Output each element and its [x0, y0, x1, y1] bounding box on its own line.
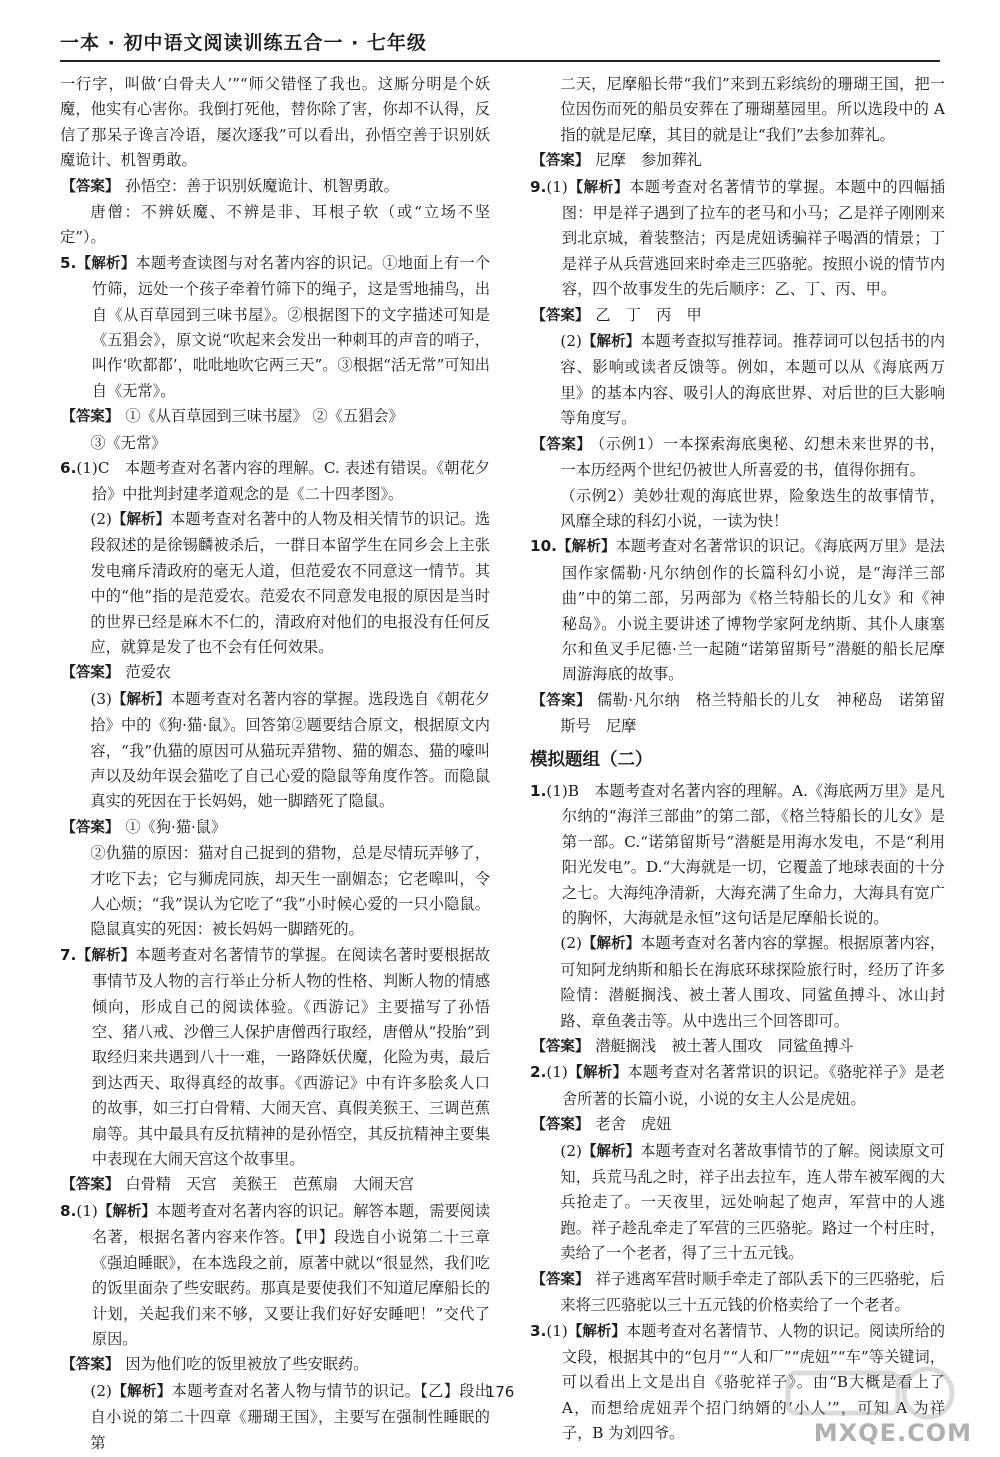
answer-text: ①《狗·猫·鼠》: [125, 817, 227, 836]
question-number: 6.: [60, 459, 77, 478]
question-number: 7.: [60, 945, 77, 964]
paragraph-intro: 一行字，叫做‘白骨夫人’”“师父错怪了我也。这厮分明是个妖魔，他实有心害你。我倒打死他，替你除了害，你却不认得，反信了那呆子谗言冷语，屡次逐我”可以看出，孙悟空善于识别妖魔诡计、机智勇敢。: [60, 75, 490, 170]
sub-label: (2): [560, 332, 582, 351]
answer-text: 因为他们吃的饭里被放了些安眠药。: [125, 1355, 369, 1374]
analysis-tag: 【解析】: [581, 1143, 641, 1160]
question-number: 10.: [530, 537, 557, 556]
answer-tag: 【答案】: [61, 409, 120, 426]
answer-tag: 【答案】: [531, 1039, 590, 1056]
question-6-3: [60, 687, 490, 815]
question-8-1: [60, 1199, 490, 1352]
section2-question-2-1: [530, 1060, 945, 1112]
section-title: 模拟题组（二）: [530, 749, 653, 770]
answer-tag: 【答案】: [531, 153, 590, 170]
section2-question-1-2: [530, 931, 945, 1034]
answer-9-2: [530, 432, 945, 484]
answer-9-1: [530, 303, 945, 329]
analysis-tag: 【解析】: [581, 936, 641, 953]
analysis-tag: 【解析】: [111, 1383, 172, 1400]
answer-9-2-example-2: （示例2）美妙壮观的海底世界，险象迭生的故事情节，风靡全球的科幻小说，一读为快！: [560, 486, 945, 530]
analysis-tag: 【解析】: [76, 947, 136, 964]
answer-tag: 【答案】: [531, 692, 592, 709]
analysis-tag: 【解析】: [567, 1065, 628, 1082]
question-number: 9.: [530, 177, 547, 196]
answer-7: [60, 1172, 490, 1198]
answer-text: ①《从百草园到三味书屋》 ②《五猖会》: [125, 407, 404, 426]
analysis-text: 本题考查对名著内容的掌握。选段选自《朝花夕拾》中的《狗·猫·鼠》。回答第②题要结合原文，根据原文内容，“我”仇猫的原因可从猫玩弄猎物、猫的媚态、猫的嚎叫声以及幼年误会猫吃了自己心爱的隐鼠等角度作答。而隐鼠真实的死因在于长妈妈，她一脚踏死了隐鼠。: [90, 689, 491, 811]
sub-label: (2): [560, 934, 582, 953]
analysis-tag: 【解析】: [97, 1203, 156, 1220]
answer-tag: 【答案】: [531, 1117, 590, 1134]
analysis-text: 本题考查对名著人物与情节的识记。【乙】段出自小说的第二十四章《珊瑚王国》，主要写在强制性睡眠的第: [90, 1381, 490, 1452]
answer-tag: 【答案】: [61, 178, 120, 195]
answer-text: 潜艇搁浅 被土著人围攻 同鲨鱼搏斗: [595, 1037, 854, 1056]
sub-label: (1): [546, 1321, 568, 1340]
answer-text: 老舍 虎妞: [595, 1115, 672, 1134]
answer-intro: [60, 174, 490, 200]
section2-question-2-2: [530, 1139, 945, 1267]
sub-label: (3): [90, 689, 112, 708]
answer-8-2: [530, 148, 945, 174]
answer-tag: 【答案】: [61, 665, 120, 682]
analysis-text: 本题考查拟写推荐词。推荐词可以包括书的内容、影响或读者反馈等。例如，本题可以从《海底两万里》的基本内容、吸引人的海底世界、对后世的巨大影响等角度写。: [560, 332, 946, 428]
answer-tag: 【答案】: [531, 1271, 590, 1288]
right-column: [530, 72, 945, 1447]
analysis-tag: 【解析】: [76, 255, 136, 272]
section2-answer-2-1: [530, 1112, 945, 1138]
answer-text: 尼摩 参加葬礼: [595, 151, 702, 170]
analysis-text: 本题考查对名著情节的掌握。本题中的四幅插图：甲是祥子遇到了拉车的老马和小马；乙是祥子刚刚来到北京城，着装整洁；丙是虎妞诱骗祥子喝酒的情景；丁是祥子从兵营逃回来时牵走三匹骆驼。按照小说的情节内容，四个故事发生的先后顺序：乙、丁、丙、甲。: [561, 177, 946, 299]
question-5: [60, 251, 490, 404]
running-header: 一本 · 初中语文阅读训练五合一 · 七年级: [60, 32, 427, 54]
question-6-1: [60, 456, 490, 507]
analysis-tag: 【解析】: [111, 691, 171, 708]
sub-label: (1): [76, 1201, 98, 1220]
answer-tag: 【答案】: [61, 1177, 120, 1194]
sub-label: (1): [546, 177, 568, 196]
analysis-text: 本题考查对名著情节的掌握。在阅读名著时要根据故事情节及人物的言行举止分析人物的性格、判断人物的情感倾向，形成自己的阅读体验。《西游记》主要描写了孙悟空、猪八戒、沙僧三人保护唐僧西行取经，唐僧从“投胎”到取经归来共遇到八十一难，一路降妖伏魔，化险为夷，最后到达西天、取得真经的故事。《西游记》中有许多脍炙人口的故事，如三打白骨精、大闹天宫、真假美猴王、三调芭蕉扇等。其中最具有反抗精神的是孙悟空，其反抗精神主要集中表现在大闹天宫这个故事里。: [91, 945, 491, 1169]
question-10: [530, 534, 945, 687]
answer-tag: 【答案】: [61, 1357, 120, 1374]
question-9-1: [530, 175, 945, 303]
answer-intro-2: 唐僧：不辨妖魔、不辨是非、耳根子软（或“立场不坚定”）。: [60, 203, 490, 247]
answer-6-3-cont: ②仇猫的原因：猫对自己捉到的猎物，总是尽情玩弄够了，才吃下去；它与狮虎同族，却天生一副媚态；它老嗥叫，令人心烦；“我”误认为它吃了“我”小时候心爱的一只小隐鼠。隐鼠真实的死因：被长妈妈一脚踏死的。: [90, 844, 490, 939]
analysis-tag: 【解析】: [556, 539, 616, 556]
answer-8-1: [60, 1352, 490, 1378]
left-column: [60, 72, 490, 1456]
analysis-tag: 【解析】: [581, 334, 641, 351]
analysis-tag: 【解析】: [567, 179, 630, 196]
section2-answer-1-2: [530, 1034, 945, 1060]
answer-tag: 【答案】: [531, 436, 592, 453]
answer-5-cont: ③《无常》: [90, 433, 167, 452]
question-7: [60, 943, 490, 1173]
sub-label: (2): [560, 1141, 582, 1160]
question-number: 5.: [60, 253, 77, 272]
question-8-2-cont: 二天，尼摩船长带“我们”来到五彩缤纷的珊瑚王国，把一位因伤而死的船员安葬在了珊瑚墓园里。所以选段中的 A 指的就是尼摩，其目的就是让“我们”去参加葬礼。: [560, 75, 945, 144]
question-text: (1)B 本题考查对名著内容的理解。A.《海底两万里》是凡尔纳的“海洋三部曲”的第二部，《格兰特船长的儿女》是第一部。C.“诺第留斯号”潜艇是用海水发电，不是“利用阳光发电”。D.“大海就是一切，它覆盖了地球表面的十分之七。大海纯净清新，大海充满了生命力，大海具有宽广的胸怀，大海就是永恒”这句话是尼摩船长说的。: [546, 781, 945, 927]
question-number: 8.: [60, 1201, 77, 1220]
answer-text: 范爱农: [125, 663, 171, 682]
section2-question-1-1: [530, 779, 945, 931]
analysis-text: 本题考查对名著中的人物及相关情节的识记。选段叙述的是徐锡麟被杀后，一群日本留学生在同乡会上主张发电痛斥清政府的毫无人道，但范爱农不同意这一情节。其中的“他”指的是范爱农。范爱农不同意发电报的原因是当时的世界已经是麻木不仁的，清政府对他们的电报没有任何反应，就算是发了也不会有任何效果。: [90, 509, 491, 656]
analysis-text: 本题考查对名著常识的识记。《骆驼祥子》是老舍所著的长篇小说，小说的女主人公是虎妞。: [561, 1063, 945, 1108]
answer-6-2: [60, 660, 490, 686]
answer-tag: 【答案】: [531, 307, 590, 324]
answer-5: [60, 404, 490, 430]
analysis-tag: 【解析】: [567, 1323, 626, 1340]
sub-label: (2): [90, 1381, 112, 1400]
analysis-text: 本题考查读图与对名著内容的识记。①地面上有一个竹筛，远处一个孩子牵着竹筛下的绳子，这是雪地捕鸟，出自《从百草园到三味书屋》。②根据图下的文字描述可知是《五猖会》，原文说“吹起来会发出一种刺耳的声音的哨子，叫作‘吹都都’，吡吡地吹它两三天”。③根据“活无常”可知出自《无常》。: [91, 253, 491, 400]
sub-label: (1): [546, 1063, 568, 1082]
answer-text: 儒勒·凡尔纳 格兰特船长的儿女 神秘岛 诺第留斯号 尼摩: [560, 690, 946, 736]
watermark-text: MXQE.COM: [813, 1419, 972, 1447]
question-number: 2.: [530, 1063, 547, 1082]
analysis-text: 本题考查对名著故事情节的了解。阅读原文可知，兵荒马乱之时，祥子出去拉车，连人带车被军阀的大兵抢走了。一天夜里，远处响起了炮声，军营中的人逃跑。祥子趁乱牵走了军营的三匹骆驼。路过一个村庄时，卖给了一个老者，得了三十五元钱。: [560, 1141, 946, 1263]
answer-text: 乙 丁 丙 甲: [595, 305, 702, 324]
analysis-text: 本题考查对名著情节、人物的识记。阅读所给的文段，根据其中的“包月”“人和厂”“虎妞”“车”等关键词，可以看出上文是出自《骆驼祥子》。由“B大概是看上了 A，而想给虎妞弄个招门纳婿的‘小人’”，可知 A 为祥子，B 为刘四爷。: [561, 1321, 946, 1443]
analysis-text: 本题考查对名著内容的识记。解答本题，需要阅读名著，根据名著内容来作答。【甲】段选自小说第二十三章《强迫睡眠》，在本选段之前，原著中就以“很显然，我们吃的饭里面杂了些安眠药。那真是要使我们不知道尼摩船长的计划，关起我们来不够，又要让我们好好安睡吧！”交代了原因。: [91, 1201, 491, 1348]
answer-tag: 【答案】: [61, 819, 120, 836]
question-text: (1)C 本题考查对名著内容的理解。C. 表述有错误。《朝花夕拾》中批判封建孝道观念的是《二十四孝图》。: [76, 459, 490, 503]
analysis-text: 本题考查对名著常识的识记。《海底两万里》是法国作家儒勒·凡尔纳创作的长篇科幻小说，是“海洋三部曲”中的第二部，另两部为《格兰特船长的儿女》和《神秘岛》。小说主要讲述了博物学家阿龙纳斯、其仆人康塞尔和鱼叉手尼德·兰一起随“诺第留斯号”潜艇的船长尼摩周游海底的故事。: [561, 537, 945, 684]
answer-text: 祥子逃离军营时顺手牵走了部队丢下的三匹骆驼，后来将三匹骆驼以三十五元钱的价格卖给了一个老者。: [560, 1269, 946, 1315]
header-rule: [60, 60, 940, 62]
question-9-2: [530, 329, 945, 432]
question-number: 3.: [530, 1321, 547, 1340]
page-number: 176: [485, 1383, 515, 1401]
analysis-text: 本题考查对名著内容的掌握。根据原著内容，可知阿龙纳斯和船长在海底环球探险旅行时，经历了许多险情：潜艇搁浅、被土著人围攻、同鲨鱼搏斗、冰山封路、章鱼袭击等。从中选出三个回答即可。: [560, 934, 946, 1030]
answer-10: [530, 688, 945, 740]
answer-text: 孙悟空：善于识别妖魔诡计、机智勇敢。: [125, 176, 399, 195]
analysis-tag: 【解析】: [111, 511, 171, 528]
answer-6-3: [60, 815, 490, 841]
section2-answer-2-2: [530, 1267, 945, 1319]
answer-text: （示例1）一本探索海底奥秘、幻想未来世界的书，一本历经两个世纪仍被世人所喜爱的书，值得你拥有。: [560, 434, 945, 480]
question-6-2: [60, 507, 490, 660]
sub-label: (2): [90, 509, 112, 528]
question-number: 1.: [530, 781, 547, 800]
answer-text: 白骨精 天宫 美猴王 芭蕉扇 大闹天宫: [125, 1175, 414, 1194]
